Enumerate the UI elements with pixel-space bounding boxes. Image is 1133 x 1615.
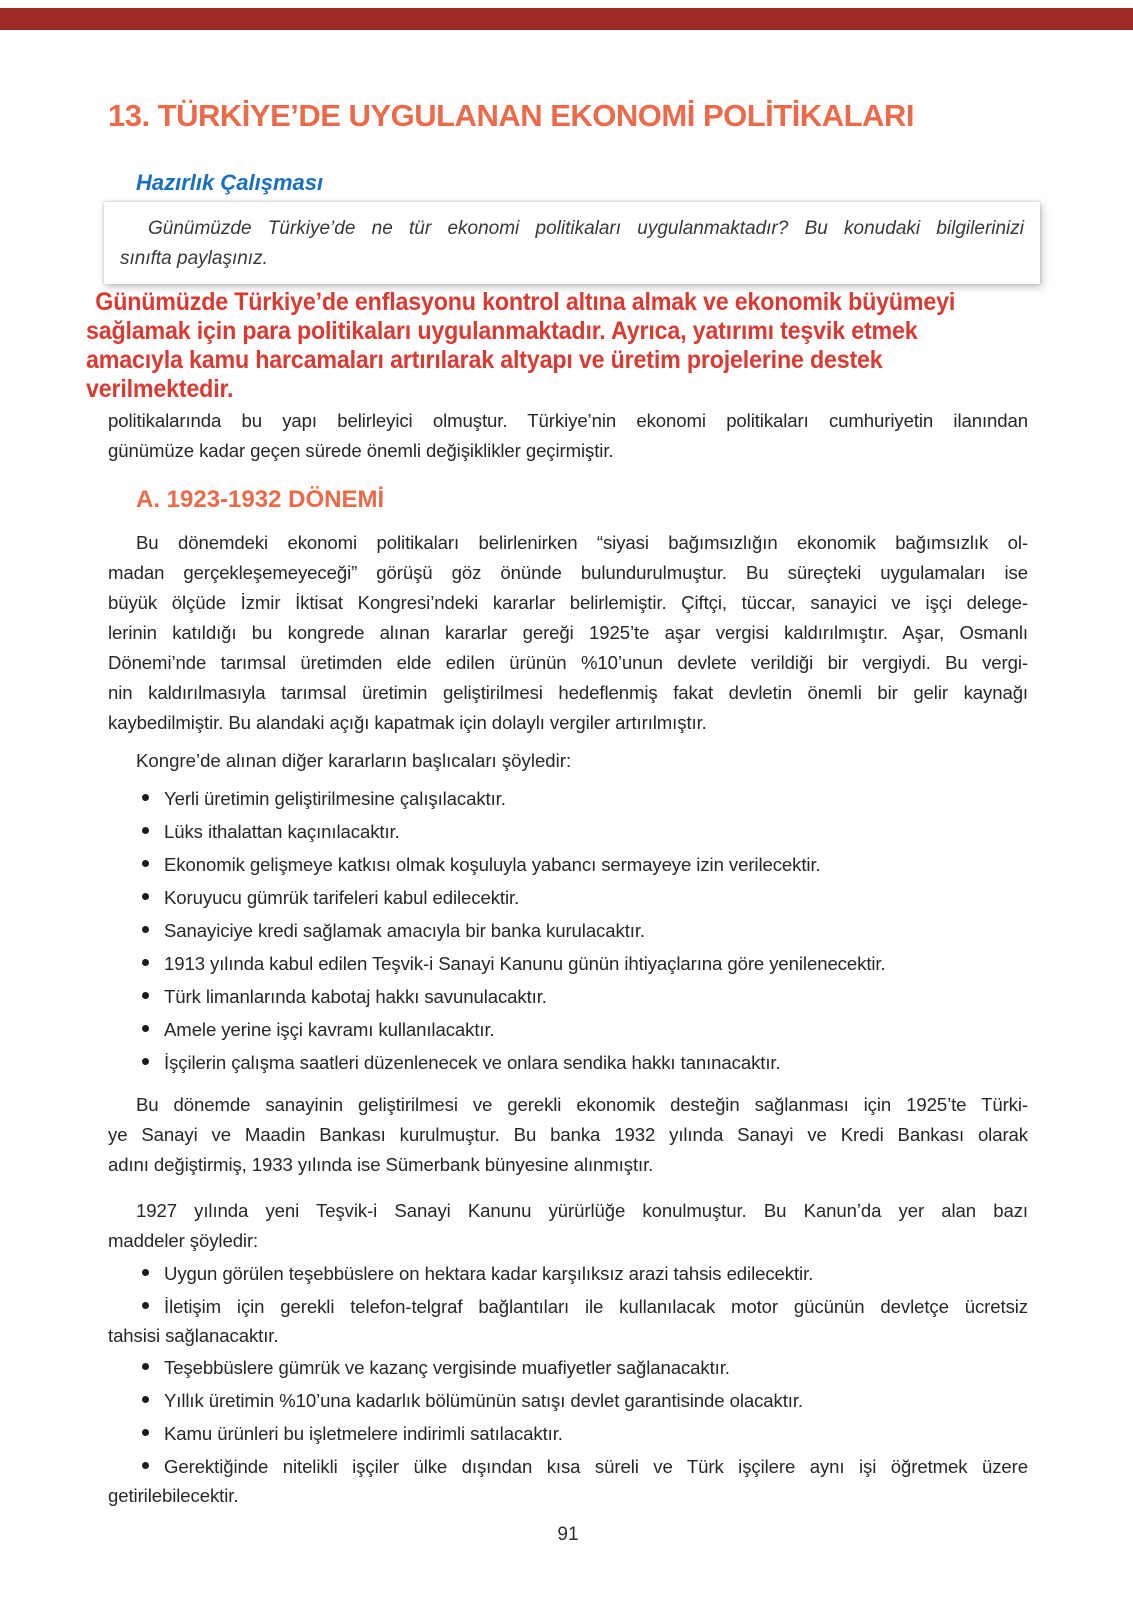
text-line: 1927 yılında yeni Teşvik-i Sanayi Kanunu yürürlüğe konulmuştur. Bu Kanun’da yer alan bazı [136,1200,1028,1221]
prep-question-text [120,214,1024,274]
text-line: Teşebbüslere gümrük ve kazanç vergisinde muafiyetler sağlanacaktır. [108,1353,1028,1383]
bullet-icon [142,1025,149,1032]
bullet-icon [142,1429,149,1436]
text-line: sınıfta paylaşınız. [120,248,268,269]
text-line: Ekonomik gelişmeye katkısı olmak koşuluyla yabancı sermayeye izin verilecektir. [108,850,1028,880]
text-line: amacıyla kamu harcamaları artırılarak altyapı ve üretim projelerine destek [86,346,883,374]
text-line: büyük ölçüde İzmir İktisat Kongresi’ndeki kararlar belirlemiştir. Çiftçi, tüccar, sanayici ve işçi delege- [108,592,1028,613]
bullet-item [108,982,1028,1012]
text-line: Lüks ithalattan kaçınılacaktır. [108,817,1028,847]
text-line: Sanayiciye kredi sağlamak amacıyla bir banka kurulacaktır. [108,916,1028,946]
text-line: Kamu ürünleri bu işletmelere indirimli satılacaktır. [108,1419,1028,1449]
text-line: kaybedilmiştir. Bu alandaki açığı kapatmak için dolaylı vergiler artırılmıştır. [108,712,707,733]
page-number: 91 [557,1524,579,1545]
bullet-icon [142,827,149,834]
text-line: sağlamak için para politikaları uygulanmaktadır. Ayrıca, yatırımı teşvik etmek [86,317,918,345]
text-line: maddeler şöyledir: [108,1230,259,1251]
text-line: Günümüzde Türkiye’de ne tür ekonomi politikaları uygulanmaktadır? Bu konudaki bilgilerinizi [148,218,1024,239]
bullet-icon [142,1462,149,1469]
text-line: Gerektiğinde nitelikli işçiler ülke dışından kısa süreli ve Türk işçilere aynı işi öğretmek üzere [108,1452,1028,1482]
text-line: ye Sanayi ve Maadin Bankası kurulmuştur. Bu banka 1932 yılında Sanayi ve Kredi Bankası olarak [108,1124,1028,1145]
bullet-item [108,1353,1028,1383]
text-line: İletişim için gerekli telefon-telgraf bağlantıları ile kullanılacak motor gücünün devletçe ücretsiz [108,1292,1028,1322]
bullet-item [108,1015,1028,1045]
bullet-icon [142,992,149,999]
section-paragraph-2 [108,1090,1028,1180]
bullet-icon [142,1269,149,1276]
text-line: Yerli üretimin geliştirilmesine çalışılacaktır. [108,784,1028,814]
bullet-item [108,1452,1028,1510]
text-line: günümüze kadar geçen sürede önemli değişiklikler geçirmiştir. [108,440,614,461]
bullet-icon [142,1396,149,1403]
bullet-item [108,949,1028,979]
congress-decisions-list [108,784,1028,1078]
text-line: tahsisi sağlanacaktır. [108,1325,279,1346]
section-heading: A. 1923-1932 DÖNEMİ [136,486,385,513]
student-answer-text [86,288,983,404]
bullet-icon [142,1058,149,1065]
text-line: Türk limanlarında kabotaj hakkı savunulacaktır. [108,982,1028,1012]
text-line: adını değiştirmiş, 1933 yılında ise Sümerbank bünyesine alınmıştır. [108,1154,654,1175]
bullet-item [108,1259,1028,1289]
text-line: Uygun görülen teşebbüslere on hektara kadar karşılıksız arazi tahsis edilecektir. [108,1259,1028,1289]
text-line: getirilebilecektir. [108,1485,239,1506]
text-line: Amele yerine işçi kavramı kullanılacaktır. [108,1015,1028,1045]
text-line: lerinin katıldığı bu kongrede alınan kararlar gereği 1925’te aşar vergisi kaldırılmıştır. Aşar, Osmanlı [108,622,1028,643]
bullet-item [108,883,1028,913]
bullet-item [108,784,1028,814]
bullet-icon [142,893,149,900]
text-line: Bu dönemde sanayinin geliştirilmesi ve gerekli ekonomik desteğin sağlanması için 1925’te Türki- [136,1094,1028,1115]
chapter-title: 13. TÜRKİYE’DE UYGULANAN EKONOMİ POLİTİKALARI [108,98,914,133]
text-line: politikalarında bu yapı belirleyici olmuştur. Türkiye’nin ekonomi politikaları cumhuriyetin ilanından [108,410,1028,431]
text-line: Dönemi’nde tarımsal üretimden elde edilen ürünün %10’unun devlete verildiği bir vergiydi. Bu vergi- [108,652,1028,673]
bullet-item [108,850,1028,880]
bullet-item [108,1419,1028,1449]
prep-activity-heading: Hazırlık Çalışması [136,170,324,195]
text-line: madan gerçekleşemeyeceği” görüşü göz önünde bulundurulmuştur. Bu süreçteki uygulamaları ise [108,562,1028,583]
bullet-icon [142,794,149,801]
text-line: Koruyucu gümrük tarifeleri kabul edilecektir. [108,883,1028,913]
section-paragraph-3 [108,1196,1028,1256]
page-header-bar [0,8,1133,30]
section-paragraph-1 [108,528,1028,738]
text-line: verilmektedir. [86,375,234,403]
text-line: İşçilerin çalışma saatleri düzenlenecek ve onlara sendika hakkı tanınacaktır. [108,1048,1028,1078]
bullet-item [108,817,1028,847]
law-articles-list [108,1259,1028,1510]
bullet-icon [142,1302,149,1309]
text-line: nin kaldırılmasıyla tarımsal üretimin geliştirilmesi hedeflenmiş fakat devletin önemli bir gelir kaynağı [108,682,1028,703]
bullet-item [108,1048,1028,1078]
text-line: Yıllık üretimin %10’una kadarlık bölümünün satışı devlet garantisinde olacaktır. [108,1386,1028,1416]
bullet-item [108,916,1028,946]
bullet-item [108,1386,1028,1416]
bullet-icon [142,926,149,933]
text-line: 1913 yılında kabul edilen Teşvik-i Sanayi Kanunu günün ihtiyaçlarına göre yenilenecektir. [108,949,1028,979]
bullet-icon [142,860,149,867]
intro-paragraph [108,406,1028,466]
bullet-item [108,1292,1028,1350]
bullet-icon [142,959,149,966]
text-line: Günümüzde Türkiye’de enflasyonu kontrol altına almak ve ekonomik büyümeyi [95,288,956,316]
text-line: Bu dönemdeki ekonomi politikaları belirlenirken “siyasi bağımsızlığın ekonomik bağımsızlık ol- [136,532,1028,553]
bullet-icon [142,1363,149,1370]
page-content [0,96,1133,1548]
congress-list-intro: Kongre’de alınan diğer kararların başlıcaları şöyledir: [136,750,572,771]
prep-question-box [104,202,1040,284]
